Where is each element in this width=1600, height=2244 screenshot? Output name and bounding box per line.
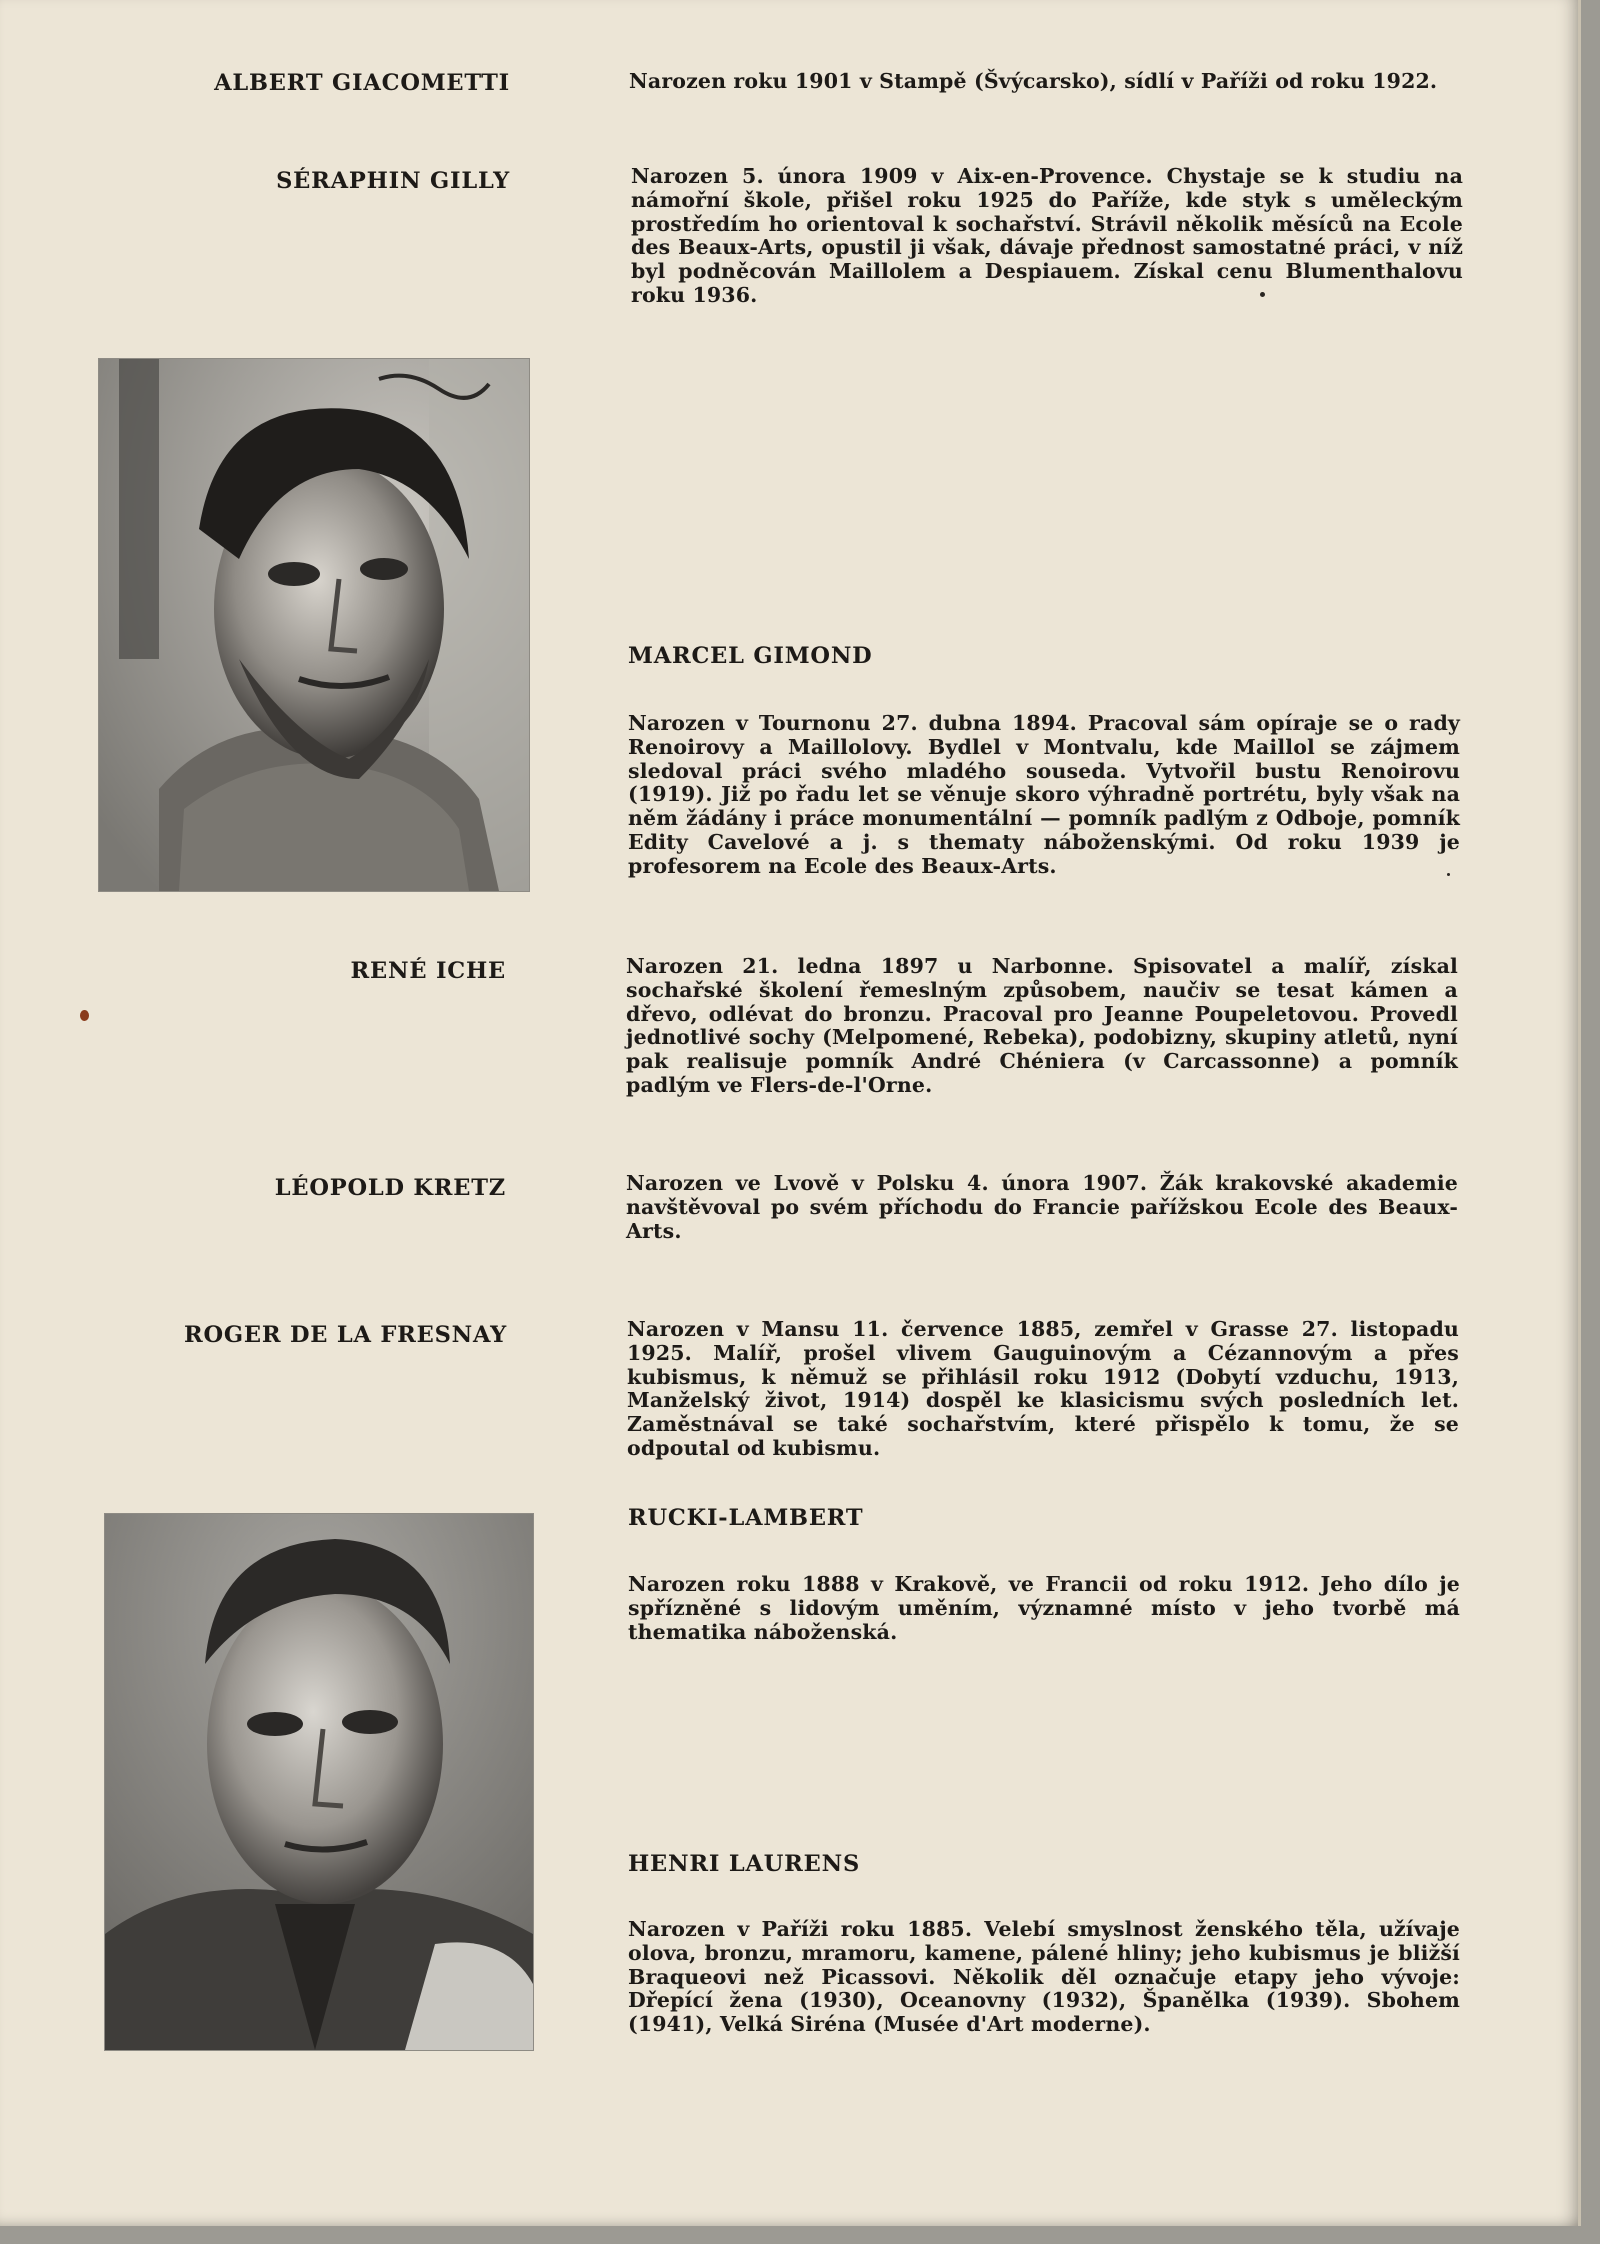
portrait-photo-image	[99, 359, 529, 891]
portrait-photo-image	[105, 1514, 533, 2050]
artist-bio: Narozen ve Lvově v Polsku 4. února 1907. Žák krakovské akademie navštěvoval po svém příchodu do Francie pařížskou Ecole des Beaux-Arts.	[626, 1171, 1458, 1243]
artist-name: ROGER DE LA FRESNAY	[183, 1322, 507, 1348]
portrait-photo	[104, 1513, 534, 2051]
artist-bio: Narozen v Paříži roku 1885. Velebí smyslnost ženského těla, užívaje olova, bronzu, mramoru, kamene, pálené hliny; jeho kubismus je bližší Braqueovi než Picassovi. Několik děl označuje etapy jeho vývoje: Dřepící žena (1930), Oceanovny (1932), Španělka (1939). Sbohem (1941), Velká Siréna (Musée d'Art moderne).	[628, 1917, 1460, 2037]
portrait-photo	[98, 358, 530, 892]
artist-name: SÉRAPHIN GILLY	[276, 168, 510, 194]
artist-name: RENÉ ICHE	[350, 958, 506, 984]
ink-speck	[1260, 292, 1265, 297]
artist-bio: Narozen v Tournonu 27. dubna 1894. Pracoval sám opíraje se o rady Renoirovy a Maillolovy. Bydlel v Montvalu, kde Maillol se zájmem sledoval práci svého mladého souseda. Vytvořil bustu Renoirovu (1919). Již po řadu let se věnuje skoro výhradně portrétu, byly však na něm žádány i práce monumentální — pomník padlým z Odboje, pomník Edity Cavelové a j. s thematy náboženskými. Od roku 1939 je profesorem na Ecole des Beaux-Arts.	[628, 711, 1460, 878]
ink-speck	[1447, 873, 1450, 876]
artist-name: LÉOPOLD KRETZ	[274, 1175, 506, 1201]
ink-speck	[80, 1010, 89, 1021]
artist-bio: Narozen roku 1901 v Stampě (Švýcarsko), sídlí v Paříži od roku 1922.	[629, 69, 1438, 93]
artist-bio: Narozen roku 1888 v Krakově, ve Francii od roku 1912. Jeho dílo je spřízněné s lidovým uměním, významné místo v jeho tvorbě má thematika náboženská.	[628, 1572, 1460, 1644]
artist-bio: Narozen 5. února 1909 v Aix-en-Provence. Chystaje se k studiu na námořní škole, přišel roku 1925 do Paříže, kde styk s uměleckým prostředím ho orientoval k sochařství. Strávil několik měsíců na Ecole des Beaux-Arts, opustil ji však, dávaje přednost samostatné práci, v níž byl podněcován Maillolem a Despiauem. Získal cenu Blumenthalovu roku 1936.	[631, 164, 1463, 307]
artist-name: HENRI LAURENS	[628, 1851, 860, 1877]
artist-name: RUCKI-LAMBERT	[628, 1505, 864, 1531]
artist-bio: Narozen v Mansu 11. července 1885, zemřel v Grasse 27. listopadu 1925. Malíř, prošel vlivem Gauguinovým a Cézannovým a přes kubismus, k němuž se přihlásil roku 1912 (Dobytí vzduchu, 1913, Manželský život, 1914) dospěl ke klasicismu svých posledních let. Zaměstnával se také sochařstvím, které přispělo k tomu, že se odpoutal od kubismu.	[627, 1317, 1459, 1460]
artist-name: ALBERT GIACOMETTI	[214, 70, 510, 96]
artist-bio: Narozen 21. ledna 1897 u Narbonne. Spisovatel a malíř, získal sochařské školení řemeslným způsobem, naučiv se tesat kámen a dřevo, odlévat do bronzu. Pracoval pro Jeanne Poupeletovou. Provedl jednotlivé sochy (Melpomené, Rebeka), podobizny, skupiny atletů, nyní pak realisuje pomník André Chéniera (v Carcassonne) a pomník padlým ve Flers-de-l'Orne.	[626, 954, 1458, 1097]
artist-name: MARCEL GIMOND	[628, 643, 873, 669]
